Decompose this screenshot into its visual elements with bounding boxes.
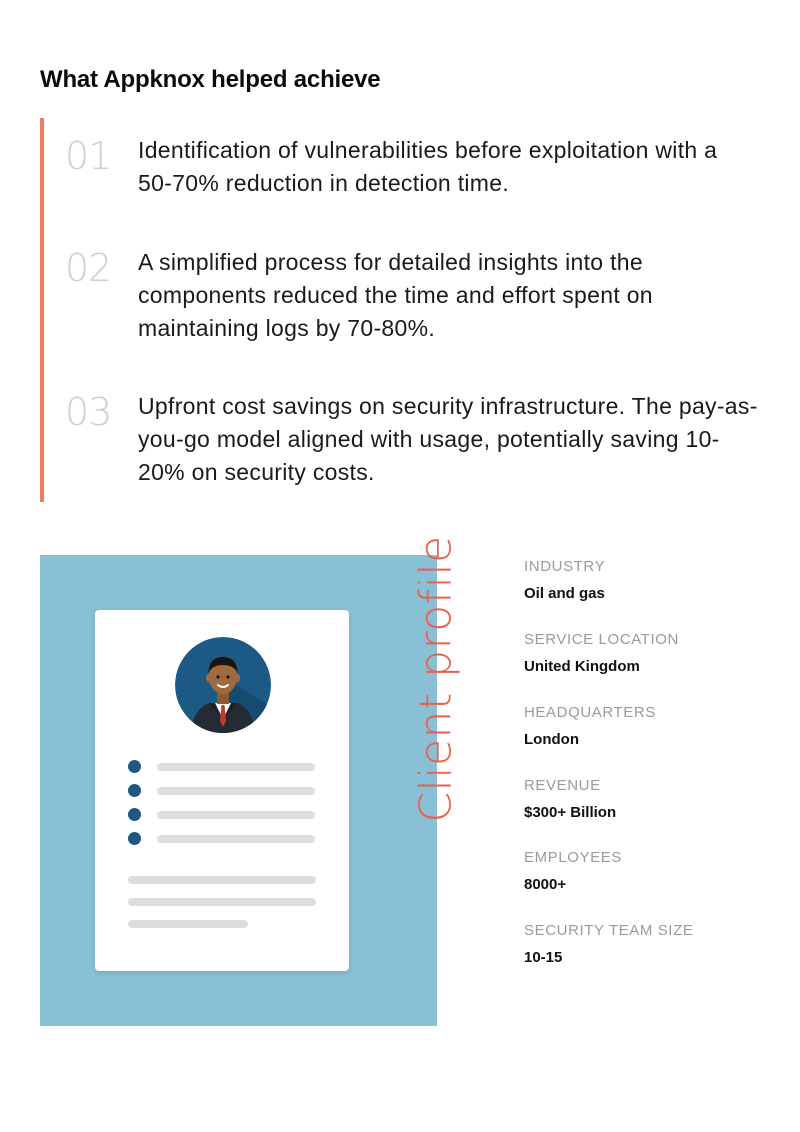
client-profile-title-text: Client profile bbox=[410, 535, 462, 823]
field-value: United Kingdom bbox=[524, 658, 640, 675]
bullet-line-illustration bbox=[128, 832, 318, 846]
achievement-number: 03 bbox=[65, 390, 112, 434]
bullet-line-illustration bbox=[128, 808, 318, 822]
profile-card-illustration bbox=[95, 610, 349, 971]
field-label: SECURITY TEAM SIZE bbox=[524, 922, 694, 939]
field-label: EMPLOYEES bbox=[524, 849, 622, 866]
bullet-line-illustration bbox=[128, 760, 318, 774]
bullet-line-illustration bbox=[128, 784, 318, 798]
businessman-avatar-icon bbox=[175, 637, 271, 733]
field-label: SERVICE LOCATION bbox=[524, 631, 679, 648]
field-value: 10-15 bbox=[524, 949, 563, 966]
profile-field-employees bbox=[524, 849, 622, 893]
text-line-illustration bbox=[128, 898, 316, 906]
client-profile-illustration bbox=[40, 555, 437, 1026]
profile-field-headquarters bbox=[524, 704, 656, 748]
field-value: Oil and gas bbox=[524, 585, 605, 602]
accent-bar bbox=[40, 118, 44, 502]
achievement-number: 02 bbox=[65, 246, 112, 290]
achievements-list bbox=[40, 118, 760, 502]
text-line-illustration bbox=[128, 920, 248, 928]
field-value: $300+ Billion bbox=[524, 804, 617, 821]
field-label: REVENUE bbox=[524, 777, 601, 794]
field-label: HEADQUARTERS bbox=[524, 704, 656, 721]
profile-field-revenue bbox=[524, 777, 616, 821]
achievement-text: Identification of vulnerabilities before exploitation with a 50-70% reduction in detection time. bbox=[138, 137, 718, 196]
achievement-text: Upfront cost savings on security infrastructure. The pay-as-you-go model aligned with usage, potentially saving 10-20% on security costs. bbox=[138, 393, 758, 485]
profile-field-industry bbox=[524, 558, 605, 602]
profile-field-security-team-size bbox=[524, 922, 693, 966]
text-line-illustration bbox=[128, 876, 316, 884]
field-value: London bbox=[524, 731, 579, 748]
achievement-number: 01 bbox=[65, 134, 112, 178]
field-label: INDUSTRY bbox=[524, 558, 606, 575]
field-value: 8000+ bbox=[524, 876, 567, 893]
page-heading: What Appknox helped achieve bbox=[40, 66, 381, 93]
profile-field-service-location bbox=[524, 631, 679, 675]
achievement-text: A simplified process for detailed insights into the components reduced the time and effort spent on maintaining logs by 70-80%. bbox=[138, 249, 653, 341]
